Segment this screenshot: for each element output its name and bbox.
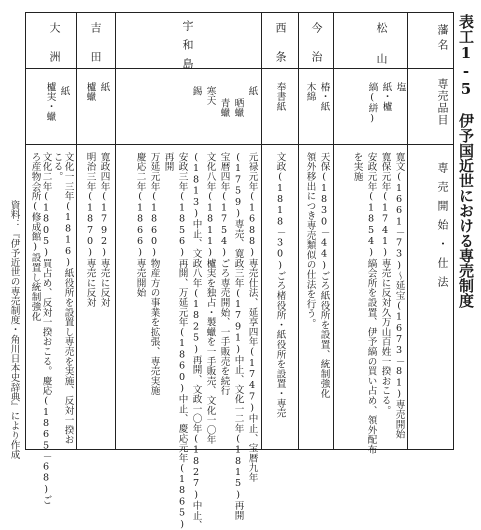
domain-name: 松山 — [375, 22, 388, 84]
history-line: (1813)中止、文政八年(1825)再開、文政一〇年(1827)中止、 — [190, 152, 202, 530]
history-line: 安政元年(1854)縞会所を設置、伊予縞の買い占め、領外配布 — [365, 152, 377, 455]
product-item: 櫨蠟 — [84, 82, 96, 102]
product-item: 紙・櫨 — [380, 82, 392, 112]
history-line: 安政三年(1856)再開、万延元年(1860)中止、慶応元年(1865) — [176, 152, 188, 530]
history-line: (1759)専売、寛政三年(1791)中止、文化一二年(1815)再開 — [232, 152, 244, 521]
product-item: 櫨実・蠟 — [44, 82, 56, 122]
history-line: 寛文(1661－73)～延宝(1673－81)専売開始 — [393, 152, 405, 439]
data-table — [25, 12, 454, 530]
history-line: 領外移出につき専売類似の仕法を行う。 — [304, 152, 316, 329]
table-title: 表工1-5 伊予国近世における専売制度 — [457, 14, 475, 308]
history-line: 元禄元年(1688)専売仕法、延享四年(1747)中止、宝暦九年 — [246, 152, 258, 483]
product-item: 木綿 — [304, 82, 316, 102]
domain-name: 吉田 — [89, 22, 102, 80]
header-history: 専売開始・仕法 — [436, 162, 449, 295]
product-item: 椿・紙 — [318, 82, 330, 112]
product-item: 紙 — [98, 82, 110, 92]
domain-name: 宇和島 — [181, 20, 194, 77]
history-line: 天保(1830－44)ごろ紙役所を設置、統制強化 — [318, 152, 330, 399]
product-item: 奉書紙 — [274, 82, 286, 112]
history-line: 文化二年(1805)買占め、反対一揆おこる。慶応(1865－68)ご — [40, 152, 52, 505]
history-line: 慶応二年(1866)専売開始 — [134, 152, 146, 298]
product-item: 縞(絣) — [366, 82, 378, 124]
history-line: 宝暦四年(1754)ごろ専売開始、一手販売を続行 — [218, 152, 230, 396]
history-line: こる。 — [51, 152, 63, 182]
col-divider — [298, 12, 299, 450]
col-divider — [333, 12, 334, 450]
product-item: 塩 — [394, 82, 406, 92]
header-products: 専売品目 — [436, 78, 449, 126]
col-divider — [76, 12, 77, 450]
product-item: 紙 — [58, 86, 70, 96]
domain-name: 大洲 — [48, 22, 61, 80]
history-line: 文化八年(1811)櫨実を独占・製蠟を一手販売、文化一〇年 — [204, 152, 216, 445]
domain-name: 今治 — [310, 22, 323, 80]
domain-name: 西条 — [274, 22, 287, 80]
col-divider — [261, 12, 262, 450]
history-line: 寛保元年(1741)専売に反対久万山百姓一揆おこる。 — [379, 152, 391, 416]
product-item: 錫 — [190, 86, 202, 96]
product-item: 紙 — [246, 86, 258, 96]
product-item: 晒蠟 — [232, 98, 244, 118]
history-line: 万延元年(1860)物産方の事業を拡張、専売実施 — [148, 152, 160, 396]
history-line: 再開 — [162, 152, 174, 172]
product-item: 青蠟 — [218, 98, 230, 118]
history-line: 寛政四年(1792)専売に反対 — [98, 152, 110, 308]
col-divider — [407, 12, 408, 450]
source-note: 資料：『伊予近世の専売制度・角川日本史辞典』により作成 — [8, 200, 20, 460]
header-domain: 藩名 — [436, 24, 449, 54]
history-line: ろ産物会所(修成館)設置し統制強化 — [29, 152, 41, 322]
history-line: 明治三年(1870)専売に反対 — [84, 152, 96, 308]
product-item: 寒天 — [204, 86, 216, 106]
products-divider — [25, 144, 454, 145]
col-divider — [115, 12, 116, 450]
history-line: 文化一三年(1816)紙役所を設置し専売を実施、反対一揆お — [62, 152, 74, 445]
history-line: を実施 — [351, 152, 363, 182]
history-line: 文政(1818－30)ごろ楮役所・紙役所を設置・専売 — [274, 152, 286, 418]
